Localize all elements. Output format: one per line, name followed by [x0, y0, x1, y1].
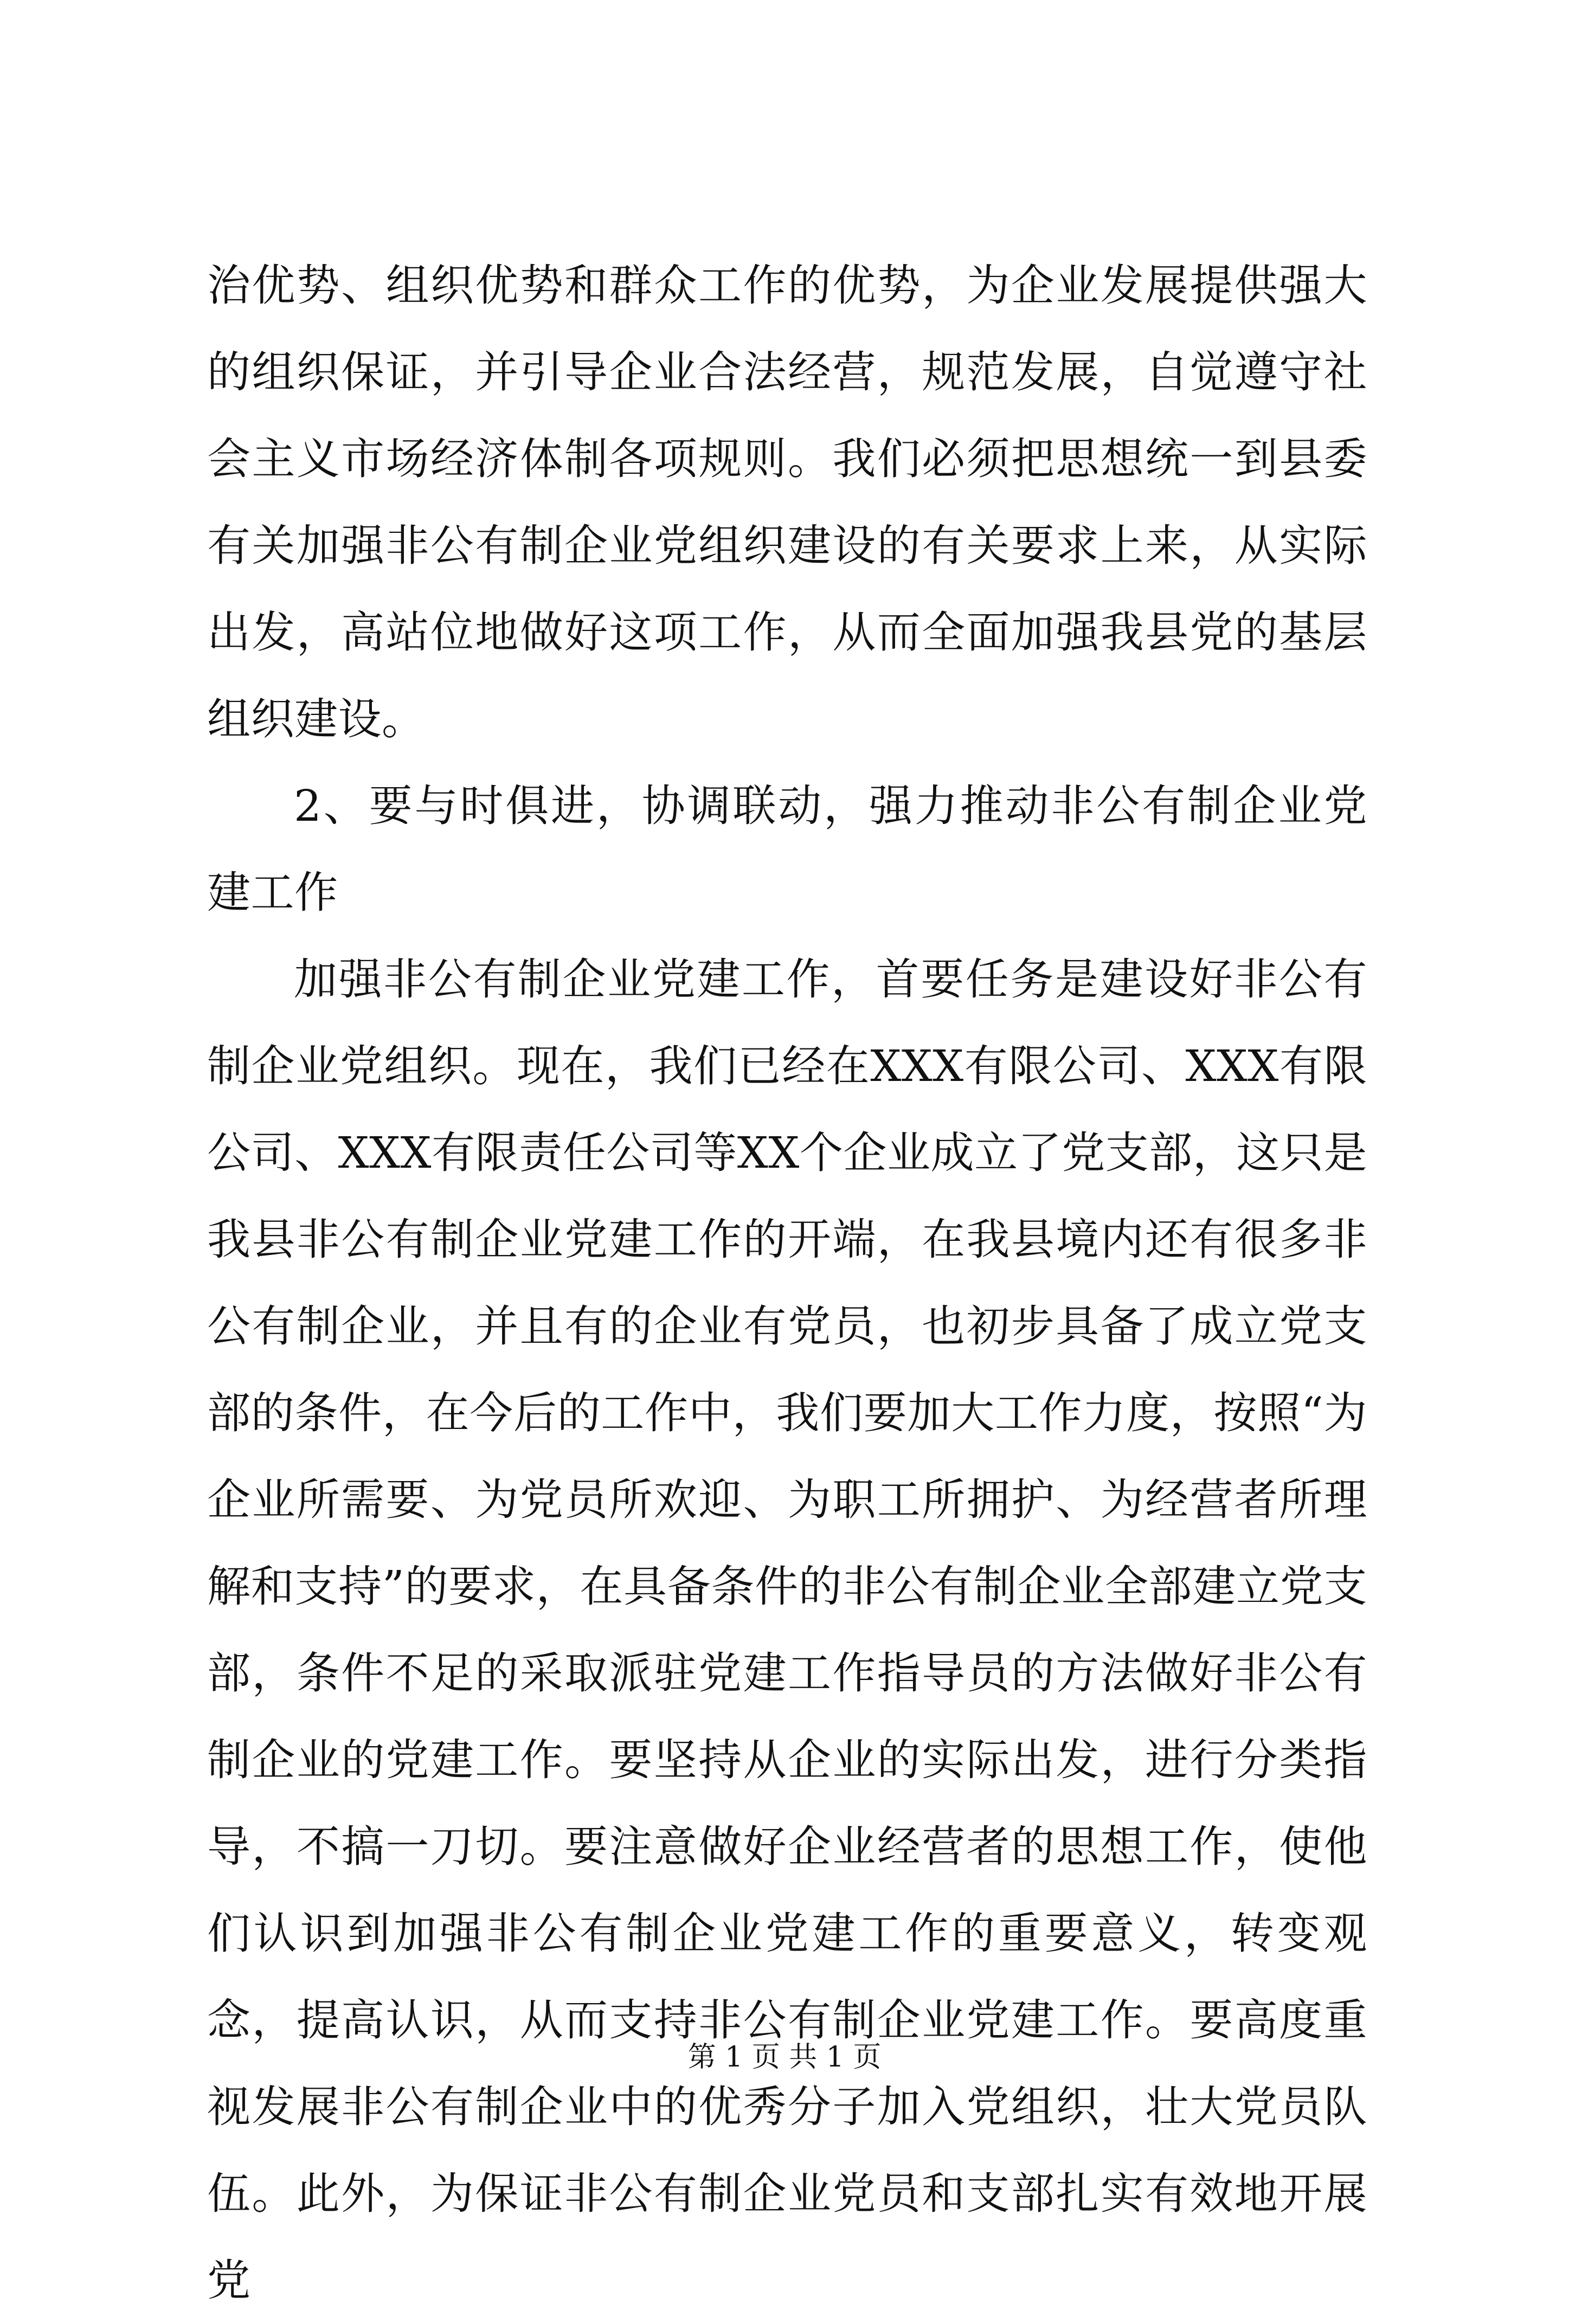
paragraph-1: 治优势、组织优势和群众工作的优势，为企业发展提供强大的组织保证，并引导企业合法经营，规范发展，自觉遵守社会主义市场经济体制各项规则。我们必须把思想统一到县委有关加强非公有制企业党组织建设的有关要求上来，从实际出发，高站位地做好这项工作，从而全面加强我县党的基层组织建设。 [207, 260, 1367, 744]
paragraph-3: 加强非公有制企业党建工作，首要任务是建设好非公有制企业党组织。现在，我们已经在XXX有限公司、XXX有限公司、XXX有限责任公司等XX个企业成立了党支部，这只是我县非公有制企业党建工作的开端，在我县境内还有很多非公有制企业，并且有的企业有党员，也初步具备了成立党支部的条件，在今后的工作中，我们要加大工作力度，按照“为企业所需要、为党员所欢迎、为职工所拥护、为经营者所理解和支持”的要求，在具备条件的非公有制企业全部建立党支部，条件不足的采取派驻党建工作指导员的方法做好非公有制企业的党建工作。要坚持从企业的实际出发，进行分类指导，不搞一刀切。要注意做好企业经营者的思想工作，使他们认识到加强非公有制企业党建工作的重要意义，转变观念，提高认识，从而支持非公有制企业党建工作。要高度重视发展非公有制企业中的优秀分子加入党组织，壮大党员队伍。此外，为保证非公有制企业党员和支部扎实有效地开展党 [207, 954, 1367, 2306]
page-footer: 第 1 页 共 1 页 [687, 2041, 882, 2074]
document-body [207, 242, 1367, 2324]
paragraph-2-heading: 2、要与时俱进，协调联动，强力推动非公有制企业党建工作 [207, 781, 1367, 918]
